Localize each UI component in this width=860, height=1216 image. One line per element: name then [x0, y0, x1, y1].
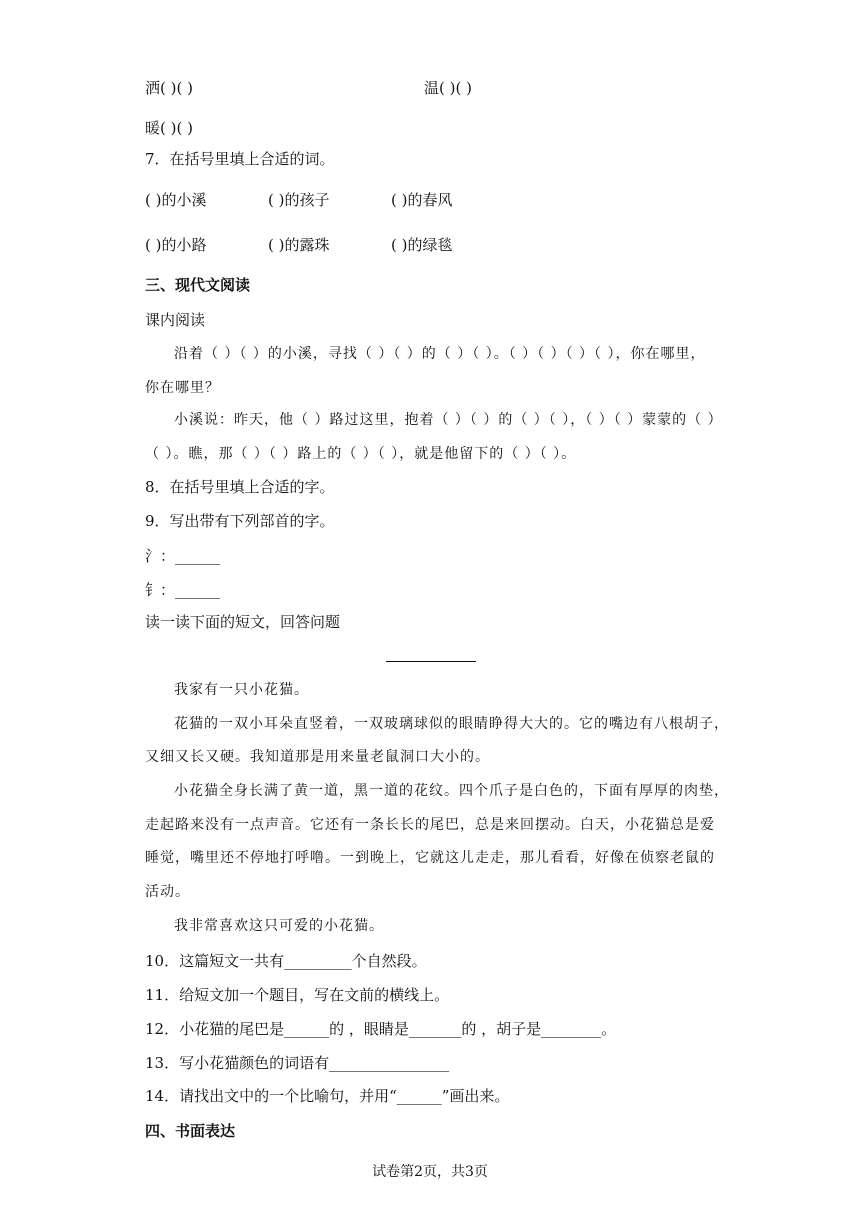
radical-2: 钅：______ — [145, 581, 221, 599]
q7-blank-5: ( )的露珠 — [268, 236, 330, 254]
passage2-line1: 小溪说：昨天，他（ ）路过这里，抱着（ ）（ ）的（ ）（ ），（ ）（ ）蒙蒙的（ ） — [174, 412, 723, 428]
passage1-line1: 沿着（ ）（ ）的小溪，寻找（ ）（ ）的（ ）（ ）。（ ）（ ）（ ）（ ），你在哪里， — [174, 346, 706, 362]
q7-blank-2: ( )的孩子 — [268, 191, 330, 209]
para3-line3: 睡觉，嘴里还不停地打呼噜。一到晚上，它就这儿走走，那儿看看，好像在侦察老鼠的 — [145, 850, 715, 866]
q9: 9．写出带有下列部首的字。 — [145, 512, 335, 530]
page-footer: 试卷第2页，共3页 — [372, 1164, 488, 1180]
q6-row2: 暖( )( ) — [145, 119, 193, 137]
q13: 13．写小花猫颜色的词语有________________ — [145, 1054, 450, 1072]
section3-heading: 三、现代文阅读 — [145, 276, 251, 294]
para4: 我非常喜欢这只可爱的小花猫。 — [174, 918, 384, 934]
para3-line2: 走起路来没有一点声音。它还有一条长长的尾巴，总是来回摆动。白天，小花猫总是爱 — [145, 817, 715, 833]
q14: 14．请找出文中的一个比喻句，并用“______”画出来。 — [145, 1087, 510, 1105]
para3-line4: 活动。 — [145, 884, 190, 900]
q6-row1-left: 洒( )( ) — [145, 79, 193, 97]
para1: 我家有一只小花猫。 — [174, 682, 309, 698]
q6-row1-right: 温( )( ) — [424, 79, 472, 97]
q7-title: 7．在括号里填上合适的词。 — [145, 150, 335, 168]
q12: 12．小花猫的尾巴是______的 ，眼睛是_______的 ，胡子是________。 — [145, 1020, 617, 1038]
section3-sub: 课内阅读 — [145, 311, 206, 329]
radical-1: 氵：______ — [145, 547, 221, 565]
para3-line1: 小花猫全身长满了黄一道，黑一道的花纹。四个爪子是白色的，下面有厚厚的肉垫， — [174, 783, 729, 799]
reading-intro: 读一读下面的短文，回答问题 — [145, 613, 341, 631]
q10: 10．这篇短文一共有_________个自然段。 — [145, 952, 427, 970]
q7-blank-4: ( )的小路 — [145, 236, 207, 254]
title-blank-line — [386, 661, 476, 662]
q11: 11．给短文加一个题目，写在文前的横线上。 — [145, 986, 450, 1004]
q7-blank-6: ( )的绿毯 — [391, 236, 453, 254]
q7-blank-3: ( )的春风 — [391, 191, 453, 209]
passage2-line2: （ ）。瞧，那（ ）（ ）路上的（ ）（ ），就是他留下的（ ）（ ）。 — [145, 446, 577, 462]
para2-line2: 又细又长又硬。我知道那是用来量老鼠洞口大小的。 — [145, 749, 490, 765]
passage1-line2: 你在哪里？ — [145, 380, 220, 396]
section4-heading: 四、书面表达 — [145, 1122, 236, 1140]
q8: 8．在括号里填上合适的字。 — [145, 478, 335, 496]
q7-blank-1: ( )的小溪 — [145, 191, 207, 209]
para2-line1: 花猫的一双小耳朵直竖着，一双玻璃球似的眼睛睁得大大的。它的嘴边有八根胡子， — [174, 716, 729, 732]
